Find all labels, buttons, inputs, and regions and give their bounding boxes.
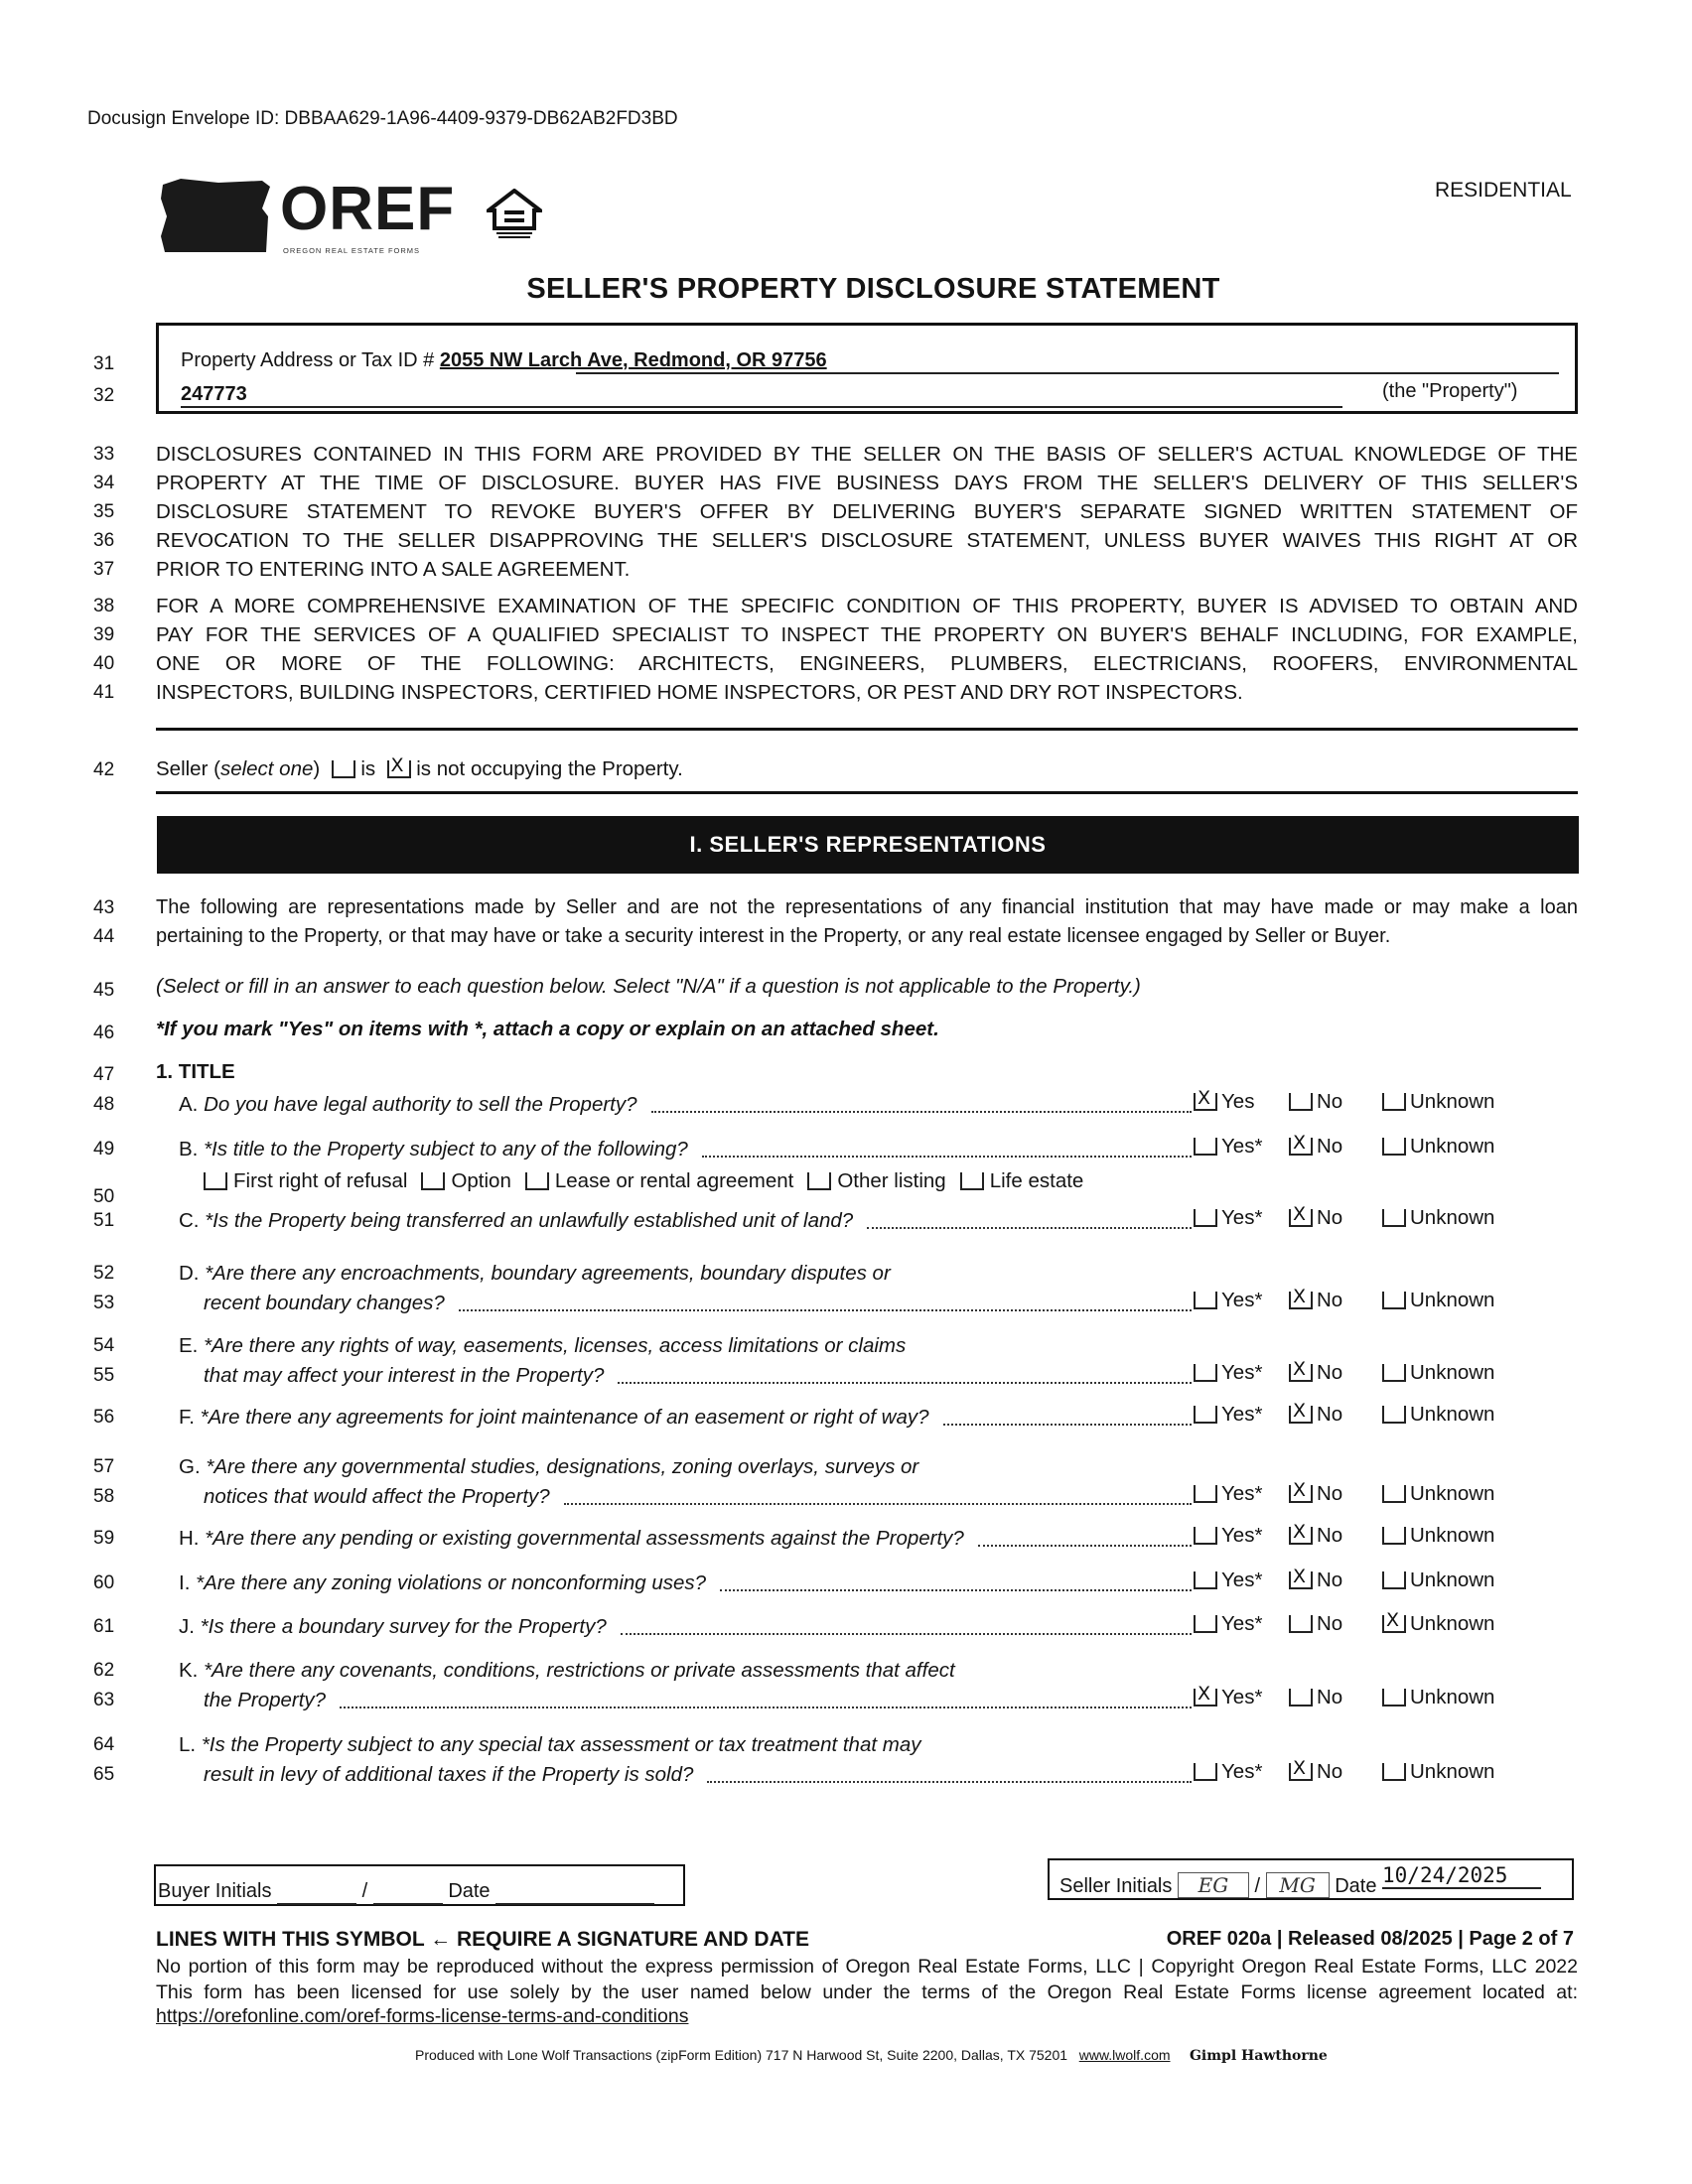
unknown-checkbox[interactable] [1382, 1485, 1406, 1503]
yes-option[interactable] [1194, 1569, 1262, 1592]
no-label: No [1317, 1289, 1343, 1311]
envelope-id: Docusign Envelope ID: DBBAA629-1A96-4409-9379-DB62AB2FD3BD [87, 108, 678, 129]
unknown-option[interactable] [1382, 1612, 1494, 1636]
no-label: No [1317, 1760, 1343, 1783]
answer-group [1194, 1524, 1521, 1554]
unknown-label: Unknown [1410, 1403, 1495, 1426]
paragraph-line: pertaining to the Property, or that may have or take a security interest in the Property, or any real estate licensee engaged by Seller or Buyer. [156, 925, 1391, 947]
question-text [179, 1259, 1192, 1288]
answer-group [1194, 1403, 1521, 1433]
signature-symbol-note: LINES WITH THIS SYMBOL ← REQUIRE A SIGNATURE AND DATE [156, 1928, 810, 1951]
paragraph-line: REVOCATION TO THE SELLER DISAPPROVING THE SELLER'S DISCLOSURE STATEMENT, UNLESS BUYER WAIVES THIS RIGHT AT OR [156, 529, 1578, 552]
sub-option-label: First right of refusal [233, 1169, 408, 1192]
question-letter: K. [179, 1659, 199, 1682]
is-not-occupying-checkbox[interactable] [387, 760, 411, 778]
license-link[interactable]: https://orefonline.com/oref-forms-license-terms-and-conditions [156, 2005, 689, 2027]
oref-wordmark: OREF [280, 175, 456, 243]
yes-checkbox[interactable] [1194, 1209, 1217, 1227]
no-checkbox[interactable] [1289, 1615, 1313, 1633]
paragraph-line: DISCLOSURE STATEMENT TO REVOKE BUYER'S OFFER BY DELIVERING BUYER'S SEPARATE SIGNED WRITTEN STATEMENT OF [156, 500, 1578, 523]
line-number: 55 [93, 1365, 115, 1386]
unknown-option[interactable] [1382, 1760, 1494, 1784]
no-checkbox[interactable] [1289, 1763, 1313, 1781]
question-label: recent boundary changes? [204, 1292, 445, 1314]
question-text [179, 1090, 1192, 1119]
question-text [179, 1403, 1192, 1432]
no-checkbox[interactable] [1289, 1093, 1313, 1111]
answer-group [1194, 1135, 1521, 1164]
oref-subtitle: OREGON REAL ESTATE FORMS [283, 246, 421, 255]
no-label: No [1317, 1090, 1343, 1113]
question-text [179, 1452, 1192, 1481]
no-checkbox[interactable] [1289, 1571, 1313, 1589]
sub-option-label: Life estate [989, 1169, 1084, 1192]
no-label: No [1317, 1135, 1343, 1158]
question-label: *Are there any encroachments, boundary agreements, boundary disputes or [205, 1262, 891, 1285]
dot-leader [867, 1227, 1192, 1229]
yes-option[interactable] [1194, 1289, 1262, 1312]
lwolf-link[interactable]: www.lwolf.com [1078, 2047, 1171, 2063]
question-letter: L. [179, 1733, 197, 1756]
question-text [179, 1524, 1192, 1553]
sub-option[interactable] [204, 1169, 407, 1192]
line-number: 39 [93, 624, 115, 645]
line-number: 43 [93, 897, 115, 918]
no-label: No [1317, 1569, 1343, 1591]
equal-housing-icon [487, 189, 542, 240]
yes-label: Yes* [1221, 1289, 1263, 1311]
line-number: 40 [93, 653, 115, 674]
sub-option-label: Lease or rental agreement [554, 1169, 794, 1192]
property-suffix: (the "Property") [1382, 380, 1518, 402]
line-number: 42 [93, 759, 115, 780]
line-number: 53 [93, 1293, 115, 1313]
line-number: 57 [93, 1456, 115, 1477]
section-header: I. SELLER'S REPRESENTATIONS [157, 816, 1579, 874]
paragraph-line: PAY FOR THE SERVICES OF A QUALIFIED SPECIALIST TO INSPECT THE PROPERTY ON BUYER'S BEHALF INCLUDING, FOR EXAMPLE, [156, 623, 1578, 646]
no-label: No [1317, 1612, 1343, 1635]
no-option[interactable] [1289, 1569, 1342, 1592]
unknown-option[interactable] [1382, 1686, 1494, 1709]
line-number: 44 [93, 926, 115, 947]
unknown-checkbox[interactable] [1382, 1209, 1406, 1227]
yes-checkbox[interactable] [1194, 1527, 1217, 1545]
line-number: 41 [93, 682, 115, 703]
buyer-date-field[interactable] [495, 1880, 654, 1905]
no-option[interactable] [1289, 1090, 1342, 1114]
answer-group [1194, 1686, 1521, 1715]
no-label: No [1317, 1403, 1343, 1426]
yes-label: Yes* [1221, 1524, 1263, 1547]
paragraph-line: FOR A MORE COMPREHENSIVE EXAMINATION OF THE SPECIFIC CONDITION OF THIS PROPERTY, BUYER IS ADVISED TO OBTAIN AND [156, 595, 1578, 617]
unknown-label: Unknown [1410, 1524, 1495, 1547]
yes-label: Yes* [1221, 1760, 1263, 1783]
no-checkbox[interactable] [1289, 1406, 1313, 1424]
answer-group [1194, 1569, 1521, 1598]
question-letter: D. [179, 1262, 200, 1285]
question-label: the Property? [204, 1689, 327, 1711]
title-heading: 1. TITLE [156, 1060, 235, 1083]
yes-option[interactable] [1194, 1135, 1262, 1159]
sub-option-label: Other listing [837, 1169, 946, 1192]
answer-group [1194, 1090, 1521, 1120]
unknown-checkbox[interactable] [1382, 1093, 1406, 1111]
dot-leader [651, 1111, 1192, 1113]
line-number: 64 [93, 1734, 115, 1755]
yes-checkbox[interactable] [1194, 1571, 1217, 1589]
divider [156, 728, 1578, 731]
yes-checkbox[interactable] [1194, 1763, 1217, 1781]
sub-option-checkbox[interactable] [204, 1172, 227, 1190]
line-number: 65 [93, 1764, 115, 1785]
sub-option[interactable] [807, 1169, 945, 1192]
no-label: No [1317, 1482, 1343, 1505]
question-label: notices that would affect the Property? [204, 1485, 550, 1508]
line-number: 49 [93, 1139, 115, 1160]
unknown-option[interactable] [1382, 1403, 1494, 1427]
yes-option[interactable] [1194, 1482, 1262, 1506]
yes-option[interactable] [1194, 1686, 1262, 1709]
line-number: 50 [93, 1186, 115, 1207]
no-label: No [1317, 1206, 1343, 1229]
dot-leader [720, 1589, 1192, 1591]
line-number: 36 [93, 530, 115, 551]
unknown-option[interactable] [1382, 1569, 1494, 1592]
question-letter: H. [179, 1527, 200, 1550]
seller-initial-2-field[interactable]: MG [1266, 1872, 1330, 1898]
paragraph-line: DISCLOSURES CONTAINED IN THIS FORM ARE PROVIDED BY THE SELLER ON THE BASIS OF SELLER'S ACTUAL KNOWLEDGE OF THE [156, 443, 1578, 466]
question-label: *Is the Property subject to any special tax assessment or tax treatment that may [201, 1733, 921, 1756]
question-label: *Are there any covenants, conditions, restrictions or private assessments that affect [204, 1659, 955, 1682]
dot-leader [943, 1424, 1192, 1426]
licensed-user: Gimpl Hawthorne [1189, 2048, 1328, 2064]
buyer-initials-box: Buyer Initials / Date [154, 1864, 685, 1906]
no-label: No [1317, 1524, 1343, 1547]
answer-group [1194, 1760, 1521, 1790]
yes-checkbox[interactable] [1194, 1138, 1217, 1156]
question-text [204, 1686, 1192, 1714]
dot-leader [459, 1309, 1192, 1311]
occupancy-row: Seller (select one) is X is not occupying the Property. [156, 757, 683, 781]
sub-option[interactable] [525, 1169, 793, 1192]
unknown-option[interactable] [1382, 1482, 1494, 1506]
no-option[interactable] [1289, 1289, 1342, 1312]
unknown-option[interactable] [1382, 1289, 1494, 1312]
unknown-checkbox[interactable] [1382, 1364, 1406, 1382]
page-title: SELLER'S PROPERTY DISCLOSURE STATEMENT [526, 273, 1220, 305]
yes-checkbox[interactable] [1194, 1485, 1217, 1503]
no-option[interactable] [1289, 1206, 1342, 1230]
sub-option[interactable] [421, 1169, 510, 1192]
no-option[interactable] [1289, 1403, 1342, 1427]
residential-label: RESIDENTIAL [1435, 179, 1572, 202]
yes-option[interactable] [1194, 1612, 1262, 1636]
yes-option[interactable] [1194, 1206, 1262, 1230]
line-number: 51 [93, 1210, 115, 1231]
no-checkbox[interactable] [1289, 1364, 1313, 1382]
question-text [179, 1656, 1192, 1685]
no-checkbox[interactable] [1289, 1209, 1313, 1227]
unknown-option[interactable] [1382, 1524, 1494, 1548]
tax-id-value[interactable]: 247773 [181, 383, 247, 405]
question-text [179, 1206, 1192, 1235]
line-number: 60 [93, 1572, 115, 1593]
line-number: 62 [93, 1660, 115, 1681]
question-label: *Is there a boundary survey for the Property? [200, 1615, 607, 1638]
question-label: *Is the Property being transferred an unlawfully established unit of land? [205, 1209, 854, 1232]
paragraph-line: ONE OR MORE OF THE FOLLOWING: ARCHITECTS, ENGINEERS, PLUMBERS, ELECTRICIANS, ROOFERS, ENVIRONMENTAL [156, 652, 1578, 675]
unknown-checkbox[interactable] [1382, 1615, 1406, 1633]
unknown-checkbox[interactable] [1382, 1138, 1406, 1156]
line-number: 48 [93, 1094, 115, 1115]
line-number: 56 [93, 1407, 115, 1428]
seller-date-field[interactable]: 10/24/2025 [1382, 1863, 1541, 1889]
unknown-label: Unknown [1410, 1760, 1495, 1783]
is-occupying-checkbox[interactable] [332, 760, 355, 778]
yes-label: Yes* [1221, 1569, 1263, 1591]
question-label: *Are there any zoning violations or nonconforming uses? [196, 1571, 707, 1594]
oregon-map-icon [159, 177, 270, 254]
answer-group [1194, 1289, 1521, 1318]
sub-option-checkbox[interactable] [960, 1172, 984, 1190]
dot-leader [621, 1633, 1192, 1635]
unknown-checkbox[interactable] [1382, 1689, 1406, 1706]
question-letter: I. [179, 1571, 191, 1594]
license-notice: This form has been licensed for use solely by the user named below under the terms of the Oregon Real Estate Forms license agreement located at: [156, 1981, 1578, 2003]
question-text [204, 1361, 1192, 1390]
line-number: 34 [93, 473, 115, 493]
sub-option-checkbox[interactable] [421, 1172, 445, 1190]
question-label: result in levy of additional taxes if the Property is sold? [204, 1763, 694, 1786]
question-label: Do you have legal authority to sell the Property? [204, 1093, 637, 1116]
paragraph-line: INSPECTORS, BUILDING INSPECTORS, CERTIFIED HOME INSPECTORS, OR PEST AND DRY ROT INSPECTORS. [156, 681, 1243, 704]
address-label: Property Address or Tax ID # [181, 349, 435, 371]
yes-label: Yes* [1221, 1612, 1263, 1635]
line-number: 59 [93, 1528, 115, 1549]
line-number: 47 [93, 1064, 115, 1085]
no-option[interactable] [1289, 1760, 1342, 1784]
property-address-box [156, 323, 1578, 414]
yes-label: Yes [1221, 1090, 1255, 1113]
paragraph-line: PRIOR TO ENTERING INTO A SALE AGREEMENT. [156, 558, 631, 581]
question-label: *Are there any governmental studies, designations, zoning overlays, surveys or [206, 1455, 919, 1478]
unknown-label: Unknown [1410, 1135, 1495, 1158]
no-checkbox[interactable] [1289, 1485, 1313, 1503]
line-number: 38 [93, 596, 115, 616]
question-letter: F. [179, 1406, 195, 1429]
line-number: 35 [93, 501, 115, 522]
unknown-label: Unknown [1410, 1569, 1495, 1591]
yes-label: Yes* [1221, 1403, 1263, 1426]
question-label: *Are there any rights of way, easements, licenses, access limitations or claims [204, 1334, 907, 1357]
seller-initial-1-field[interactable]: EG [1178, 1872, 1249, 1898]
yes-option[interactable] [1194, 1524, 1262, 1548]
unknown-label: Unknown [1410, 1686, 1495, 1708]
question-label: that may affect your interest in the Property? [204, 1364, 605, 1387]
sub-option-checkbox[interactable] [807, 1172, 831, 1190]
yes-option[interactable] [1194, 1361, 1262, 1385]
question-letter: J. [179, 1615, 195, 1638]
no-checkbox[interactable] [1289, 1138, 1313, 1156]
line-number: 58 [93, 1486, 115, 1507]
no-checkbox[interactable] [1289, 1527, 1313, 1545]
yes-option[interactable] [1194, 1090, 1254, 1114]
answer-group [1194, 1206, 1521, 1236]
unknown-checkbox[interactable] [1382, 1292, 1406, 1309]
yes-checkbox[interactable] [1194, 1689, 1217, 1706]
line-number: 61 [93, 1616, 115, 1637]
dot-leader [978, 1545, 1192, 1547]
yes-checkbox[interactable] [1194, 1364, 1217, 1382]
question-letter: B. [179, 1138, 199, 1160]
line-number: 63 [93, 1690, 115, 1710]
line-number: 45 [93, 980, 115, 1001]
seller-initials-box: Seller Initials EG / MG Date 10/24/2025 [1048, 1858, 1574, 1900]
yes-checkbox[interactable] [1194, 1406, 1217, 1424]
unknown-option[interactable] [1382, 1135, 1494, 1159]
question-text [179, 1569, 1192, 1597]
answer-group [1194, 1612, 1521, 1642]
yes-label: Yes* [1221, 1135, 1263, 1158]
form-id: OREF 020a | Released 08/2025 | Page 2 of 7 [1166, 1928, 1574, 1950]
no-checkbox[interactable] [1289, 1292, 1313, 1309]
unknown-checkbox[interactable] [1382, 1527, 1406, 1545]
unknown-option[interactable] [1382, 1206, 1494, 1230]
dot-leader [340, 1706, 1192, 1708]
yes-checkbox[interactable] [1194, 1615, 1217, 1633]
no-option[interactable] [1289, 1482, 1342, 1506]
yes-option[interactable] [1194, 1403, 1262, 1427]
unknown-checkbox[interactable] [1382, 1763, 1406, 1781]
line-number: 46 [93, 1023, 115, 1043]
question-letter: C. [179, 1209, 200, 1232]
paragraph-line: The following are representations made by Seller and are not the representations of any financial institution that may have made or may make a loan [156, 896, 1578, 918]
unknown-label: Unknown [1410, 1206, 1495, 1229]
yes-option[interactable] [1194, 1760, 1262, 1784]
dot-leader [707, 1781, 1192, 1783]
question-text [204, 1482, 1192, 1511]
no-option[interactable] [1289, 1361, 1342, 1385]
yes-label: Yes* [1221, 1206, 1263, 1229]
no-option[interactable] [1289, 1686, 1342, 1709]
line-number: 33 [93, 444, 115, 465]
question-label: *Are there any pending or existing governmental assessments against the Property? [205, 1527, 964, 1550]
question-text [179, 1135, 1192, 1163]
sub-option-checkbox[interactable] [525, 1172, 549, 1190]
dot-leader [564, 1503, 1192, 1505]
yes-checkbox[interactable] [1194, 1093, 1217, 1111]
question-text [179, 1612, 1192, 1641]
question-text [204, 1289, 1192, 1317]
question-letter: A. [179, 1093, 199, 1116]
unknown-label: Unknown [1410, 1289, 1495, 1311]
dot-leader [702, 1156, 1192, 1158]
question-text [179, 1331, 1192, 1360]
unknown-label: Unknown [1410, 1612, 1495, 1635]
buyer-initial-1-field[interactable] [277, 1880, 356, 1905]
unknown-label: Unknown [1410, 1361, 1495, 1384]
unknown-checkbox[interactable] [1382, 1406, 1406, 1424]
instruction-text: (Select or fill in an answer to each question below. Select "N/A" if a question is not applicable to the Property.) [156, 975, 1141, 998]
yes-checkbox[interactable] [1194, 1292, 1217, 1309]
no-option[interactable] [1289, 1135, 1342, 1159]
sub-option-label: Option [451, 1169, 511, 1192]
line-number: 37 [93, 559, 115, 580]
produced-with: Produced with Lone Wolf Transactions (zipForm Edition) 717 N Harwood St, Suite 2200, Dallas, TX 75201 www.lwolf.com Gimpl Hawthorne [415, 2047, 1328, 2064]
no-option[interactable] [1289, 1524, 1342, 1548]
question-letter: G. [179, 1455, 201, 1478]
dot-leader [618, 1382, 1192, 1384]
line-number: 52 [93, 1263, 115, 1284]
yes-label: Yes* [1221, 1482, 1263, 1505]
unknown-label: Unknown [1410, 1090, 1495, 1113]
no-checkbox[interactable] [1289, 1689, 1313, 1706]
oref-logo [159, 175, 551, 259]
unknown-option[interactable] [1382, 1090, 1494, 1114]
no-label: No [1317, 1686, 1343, 1708]
yes-label: Yes* [1221, 1686, 1263, 1708]
yes-label: Yes* [1221, 1361, 1263, 1384]
question-text [179, 1730, 1192, 1759]
question-text [204, 1760, 1192, 1789]
address-value[interactable]: 2055 NW Larch Ave, Redmond, OR 97756 [439, 349, 827, 371]
star-note: *If you mark "Yes" on items with *, attach a copy or explain on an attached sheet. [156, 1018, 939, 1040]
answer-group [1194, 1361, 1521, 1391]
paragraph-line: PROPERTY AT THE TIME OF DISCLOSURE. BUYER HAS FIVE BUSINESS DAYS FROM THE SELLER'S DELIVERY OF THIS SELLER'S [156, 472, 1578, 494]
title-subject-options [204, 1169, 1097, 1193]
buyer-initial-2-field[interactable] [373, 1880, 443, 1905]
answer-group [1194, 1482, 1521, 1512]
question-label: *Are there any agreements for joint maintenance of an easement or right of way? [200, 1406, 929, 1429]
line-number: 54 [93, 1335, 115, 1356]
unknown-label: Unknown [1410, 1482, 1495, 1505]
copyright-notice: No portion of this form may be reproduced without the express permission of Oregon Real Estate Forms, LLC | Copyright Oregon Real Estate Forms, LLC 2022 [156, 1956, 1578, 1978]
unknown-checkbox[interactable] [1382, 1571, 1406, 1589]
no-option[interactable] [1289, 1612, 1342, 1636]
unknown-option[interactable] [1382, 1361, 1494, 1385]
no-label: No [1317, 1361, 1343, 1384]
sub-option[interactable] [960, 1169, 1084, 1192]
question-label: *Is title to the Property subject to any of the following? [204, 1138, 688, 1160]
question-letter: E. [179, 1334, 199, 1357]
divider [156, 791, 1578, 794]
line-number: 31 [93, 353, 115, 374]
line-number: 32 [93, 385, 115, 406]
